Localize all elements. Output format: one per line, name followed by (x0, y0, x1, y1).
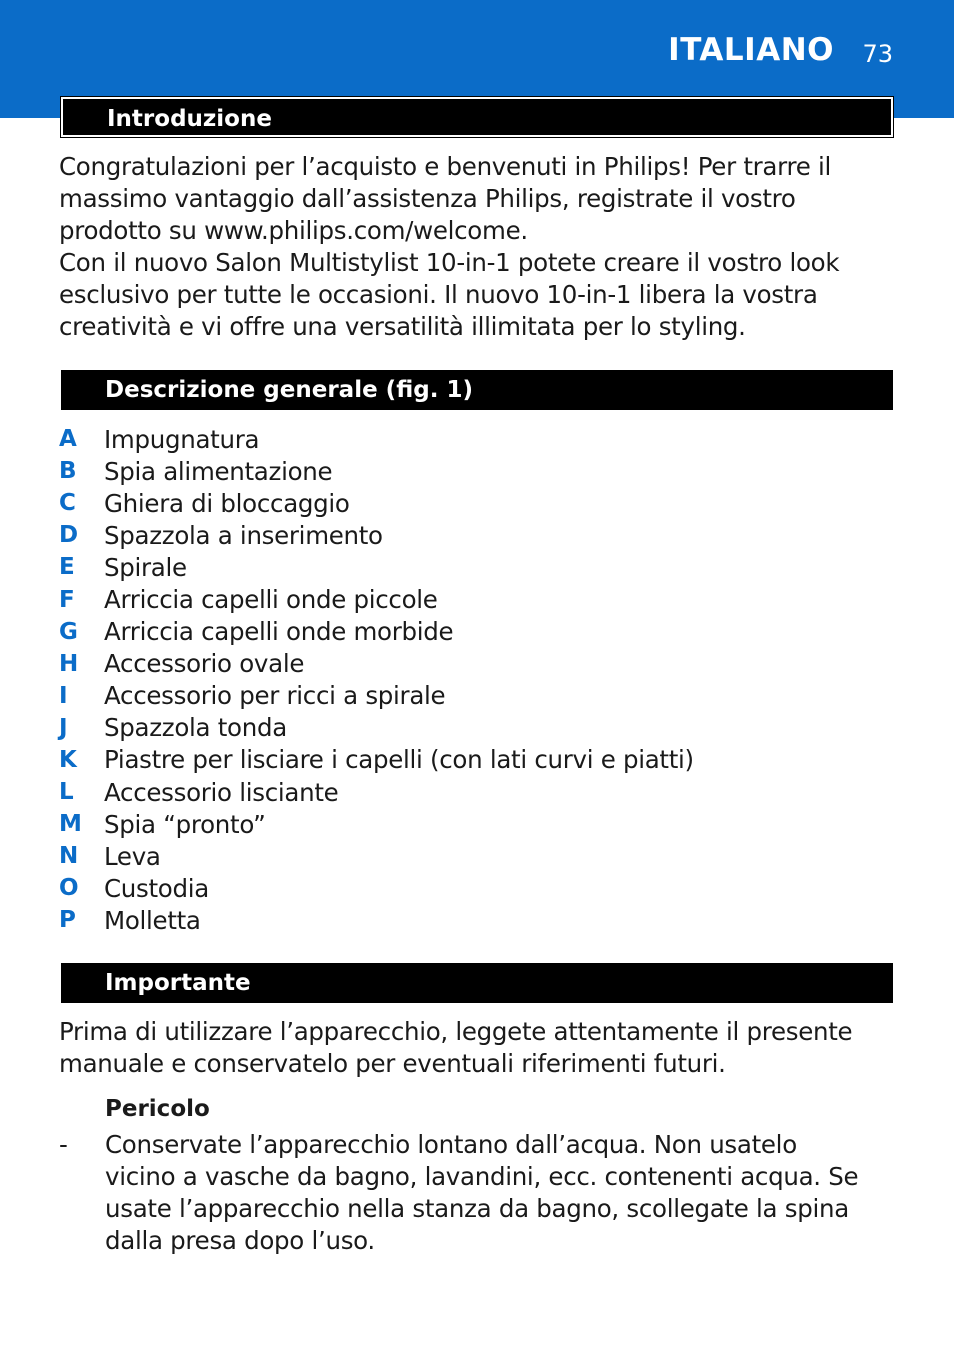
bullet-dash: - (59, 1130, 68, 1159)
section-title-introduction: Introduzione (107, 106, 272, 132)
list-item (59, 872, 899, 904)
list-item (59, 487, 899, 519)
language-title: ITALIANO (668, 32, 834, 68)
list-item (59, 455, 899, 487)
part-text: Spia alimentazione (104, 456, 333, 486)
list-item (59, 551, 899, 583)
part-text: Molletta (104, 905, 201, 935)
part-letter: P (59, 907, 76, 934)
danger-bullet (59, 1129, 859, 1257)
list-item (59, 744, 899, 776)
page-number: 73 (862, 40, 893, 68)
part-text: Spirale (104, 552, 187, 582)
list-item (59, 776, 899, 808)
part-text: Custodia (104, 873, 209, 903)
part-letter: H (59, 650, 78, 677)
part-letter: M (59, 811, 82, 838)
part-text: Spazzola a inserimento (104, 520, 383, 550)
part-letter: J (59, 714, 68, 741)
part-text: Impugnatura (104, 424, 260, 454)
section-title-overview: Descrizione generale (fig. 1) (105, 377, 473, 403)
section-bar-introduction (61, 97, 893, 137)
intro-paragraph-2: Con il nuovo Salon Multistylist 10-in-1 potete creare il vostro look esclusivo per tutte le occasioni. Il nuovo 10-in-1 libera la vostra creatività e vi offre una versatilità illimitata per lo styling. (59, 248, 840, 341)
list-item (59, 423, 899, 455)
part-letter: N (59, 843, 78, 870)
section-bar-important (61, 963, 893, 1003)
part-letter: F (59, 586, 75, 613)
part-text: Spazzola tonda (104, 713, 287, 743)
part-text: Accessorio ovale (104, 649, 305, 679)
part-letter: L (59, 779, 74, 806)
part-letter: K (59, 746, 77, 773)
part-letter: G (59, 618, 78, 645)
important-paragraph: Prima di utilizzare l’apparecchio, leggete attentamente il presente manuale e conservatelo per eventuali riferimenti futuri. (59, 1017, 853, 1078)
part-text: Piastre per lisciare i capelli (con lati curvi e piatti) (104, 745, 694, 775)
part-text: Accessorio lisciante (104, 777, 339, 807)
part-letter: A (59, 426, 77, 453)
list-item (59, 648, 899, 680)
list-item (59, 808, 899, 840)
part-letter: I (59, 682, 68, 709)
section-bar-overview (61, 370, 893, 410)
intro-paragraph-1: Congratulazioni per l’acquisto e benvenuti in Philips! Per trarre il massimo vantaggio dall’assistenza Philips, registrate il vostro prodotto su www.​philips.com/welcome. (59, 152, 831, 245)
danger-heading: Pericolo (105, 1096, 210, 1122)
part-letter: E (59, 554, 75, 581)
part-letter: B (59, 458, 77, 485)
list-item (59, 904, 899, 936)
list-item (59, 616, 899, 648)
list-item (59, 840, 899, 872)
part-letter: C (59, 490, 76, 517)
bullet-text: Conservate l’apparecchio lontano dall’acqua. Non usatelo vicino a vasche da bagno, lavandini, ecc. contenenti acqua. Se usate l’apparecchio nella stanza da bagno, scollegate la spina dalla presa dopo l’uso. (105, 1130, 859, 1255)
part-letter: D (59, 522, 78, 549)
part-text: Arriccia capelli onde morbide (104, 617, 454, 647)
part-text: Spia “pronto” (104, 809, 266, 839)
list-item (59, 680, 899, 712)
list-item (59, 583, 899, 615)
section-title-important: Importante (105, 970, 251, 996)
parts-list (59, 423, 899, 937)
list-item (59, 519, 899, 551)
part-letter: O (59, 875, 79, 902)
part-text: Leva (104, 841, 161, 871)
part-text: Ghiera di bloccaggio (104, 488, 350, 518)
part-text: Accessorio per ricci a spirale (104, 681, 446, 711)
list-item (59, 712, 899, 744)
part-text: Arriccia capelli onde piccole (104, 585, 438, 615)
